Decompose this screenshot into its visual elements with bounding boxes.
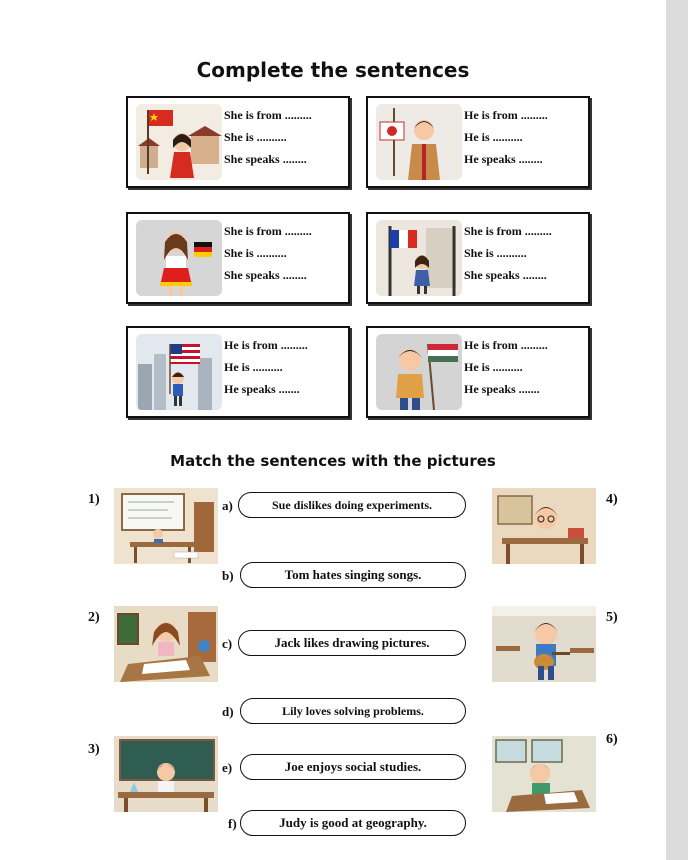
girl-germany-illustration: [136, 220, 222, 296]
card-6-line-2: He is ..........: [464, 360, 523, 374]
card-1-line-2: She is ..........: [224, 130, 287, 144]
card-3-line-1: She is from .........: [224, 224, 312, 238]
section-title-complete: Complete the sentences: [196, 58, 470, 82]
sentence-card-6: [366, 326, 590, 418]
card-2-line-2: He is ..........: [464, 130, 523, 144]
picture-2-girl-drawing: [114, 606, 218, 682]
sentence-letter-c: c): [222, 636, 233, 651]
sentence-e: Joe enjoys social studies.: [240, 754, 466, 780]
picture-number-3: 3): [88, 742, 100, 757]
boy-japan-illustration: [376, 104, 462, 180]
picture-number-5: 5): [606, 610, 618, 625]
sentence-d: Lily loves solving problems.: [240, 698, 466, 724]
card-4-line-3: She speaks ........: [464, 268, 547, 282]
sentence-card-2: [366, 96, 590, 188]
card-6-line-1: He is from .........: [464, 338, 548, 352]
sentence-letter-f: f): [228, 816, 237, 831]
sentence-letter-d: d): [222, 704, 234, 719]
card-4-line-1: She is from .........: [464, 224, 552, 238]
picture-6-boy-drawing: [492, 736, 596, 812]
card-5-line-3: He speaks .......: [224, 382, 300, 396]
picture-1-classroom: [114, 488, 218, 564]
sentence-card-3: [126, 212, 350, 304]
sentence-f: Judy is good at geography.: [240, 810, 466, 836]
picture-number-6: 6): [606, 732, 618, 747]
sentence-b: Tom hates singing songs.: [240, 562, 466, 588]
viewer-gutter: [666, 0, 688, 860]
card-1-line-3: She speaks ........: [224, 152, 307, 166]
sentence-a: Sue dislikes doing experiments.: [238, 492, 466, 518]
picture-number-2: 2): [88, 610, 100, 625]
section-title-match: Match the sentences with the pictures: [170, 452, 496, 470]
card-3-line-3: She speaks ........: [224, 268, 307, 282]
girl-china-illustration: [136, 104, 222, 180]
card-1-line-1: She is from .........: [224, 108, 312, 122]
card-2-line-3: He speaks ........: [464, 152, 543, 166]
boy-hungary-illustration: [376, 334, 462, 410]
card-2-line-1: He is from .........: [464, 108, 548, 122]
card-6-line-3: He speaks .......: [464, 382, 540, 396]
picture-number-4: 4): [606, 492, 618, 507]
card-5-line-1: He is from .........: [224, 338, 308, 352]
sentence-letter-b: b): [222, 568, 234, 583]
picture-5-boy-guitar: [492, 606, 596, 682]
sentence-card-4: [366, 212, 590, 304]
sentence-letter-a: a): [222, 498, 233, 513]
sentence-card-1: [126, 96, 350, 188]
girl-france-illustration: [376, 220, 462, 296]
picture-3-girl-experiment: [114, 736, 218, 812]
card-5-line-2: He is ..........: [224, 360, 283, 374]
sentence-letter-e: e): [222, 760, 233, 775]
picture-4-boy-writing: [492, 488, 596, 564]
card-3-line-2: She is ..........: [224, 246, 287, 260]
sentence-card-5: [126, 326, 350, 418]
card-4-line-2: She is ..........: [464, 246, 527, 260]
boy-usa-illustration: [136, 334, 222, 410]
sentence-c: Jack likes drawing pictures.: [238, 630, 466, 656]
picture-number-1: 1): [88, 492, 100, 507]
